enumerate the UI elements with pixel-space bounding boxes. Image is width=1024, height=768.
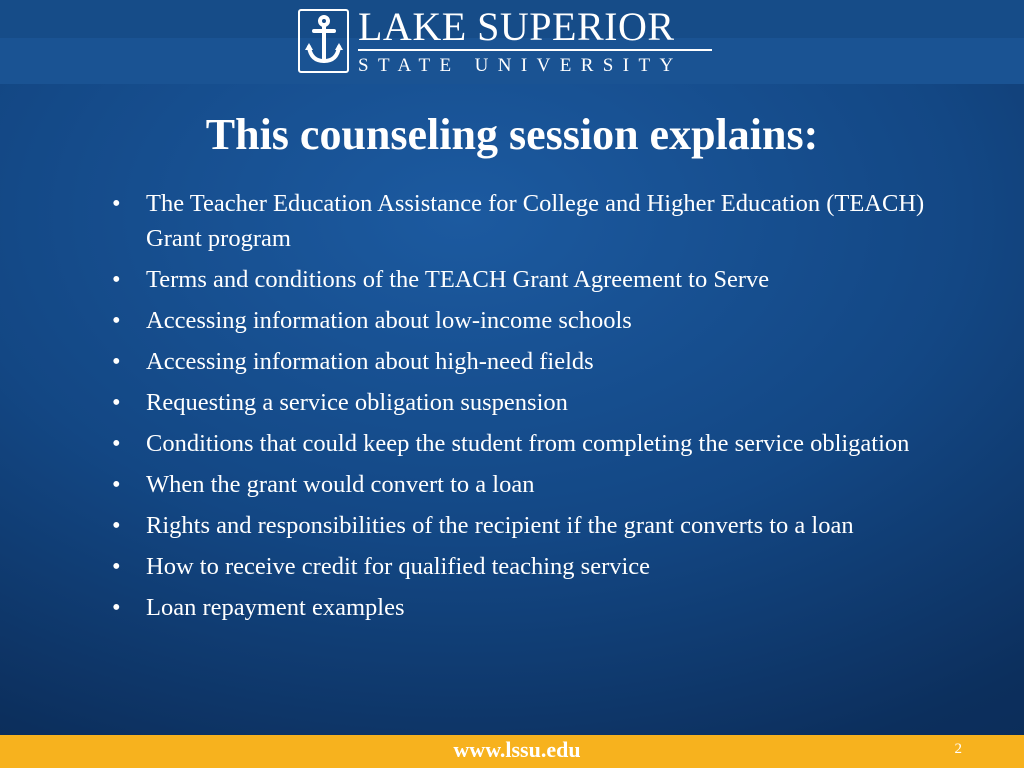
bullet-item	[112, 426, 942, 461]
bullet-item	[112, 549, 942, 584]
bullet-icon: •	[112, 594, 121, 621]
bullet-icon: •	[112, 266, 121, 293]
bullet-text: Accessing information about low-income schools	[146, 307, 632, 334]
bullet-text: Rights and responsibilities of the recipient if the grant converts to a loan	[146, 512, 854, 539]
bullet-text: Loan repayment examples	[146, 594, 405, 621]
website-link[interactable]: www.lssu.edu	[453, 737, 581, 762]
page-number: 2	[954, 741, 962, 757]
bullet-icon: •	[112, 389, 121, 416]
bullet-icon: •	[112, 430, 121, 457]
bullet-text: When the grant would convert to a loan	[146, 471, 535, 498]
bullet-icon: •	[112, 512, 121, 539]
bullet-icon: •	[112, 307, 121, 334]
logo-name-line1: LAKE SUPERIOR	[358, 4, 675, 49]
bullet-icon: •	[112, 471, 121, 498]
bullet-icon: •	[112, 348, 121, 375]
bullet-item	[112, 262, 942, 297]
bullet-text: Conditions that could keep the student from completing the service obligation	[146, 430, 910, 457]
bullet-text: Terms and conditions of the TEACH Grant Agreement to Serve	[146, 266, 770, 293]
footer-bar	[0, 735, 1024, 768]
university-logo[interactable]	[298, 4, 712, 76]
anchor-icon	[298, 9, 349, 73]
bullet-item	[112, 385, 942, 420]
bullet-item	[112, 186, 942, 256]
bullet-text: Accessing information about high-need fields	[146, 348, 594, 375]
bullet-list	[112, 186, 942, 631]
slide-title: This counseling session explains:	[205, 110, 819, 159]
bullet-text: How to receive credit for qualified teaching service	[146, 553, 651, 580]
logo-name-line2: STATE UNIVERSITY	[358, 55, 683, 76]
bullet-text: Requesting a service obligation suspension	[146, 389, 568, 416]
bullet-text: The Teacher Education Assistance for College and Higher Education (TEACH) Grant program	[146, 190, 925, 252]
bullet-item	[112, 590, 942, 625]
bullet-icon: •	[112, 190, 121, 217]
bullet-icon: •	[112, 553, 121, 580]
bullet-item	[112, 344, 942, 379]
bullet-item	[112, 303, 942, 338]
bullet-item	[112, 467, 942, 502]
bullet-item	[112, 508, 942, 543]
logo-divider	[358, 49, 712, 51]
